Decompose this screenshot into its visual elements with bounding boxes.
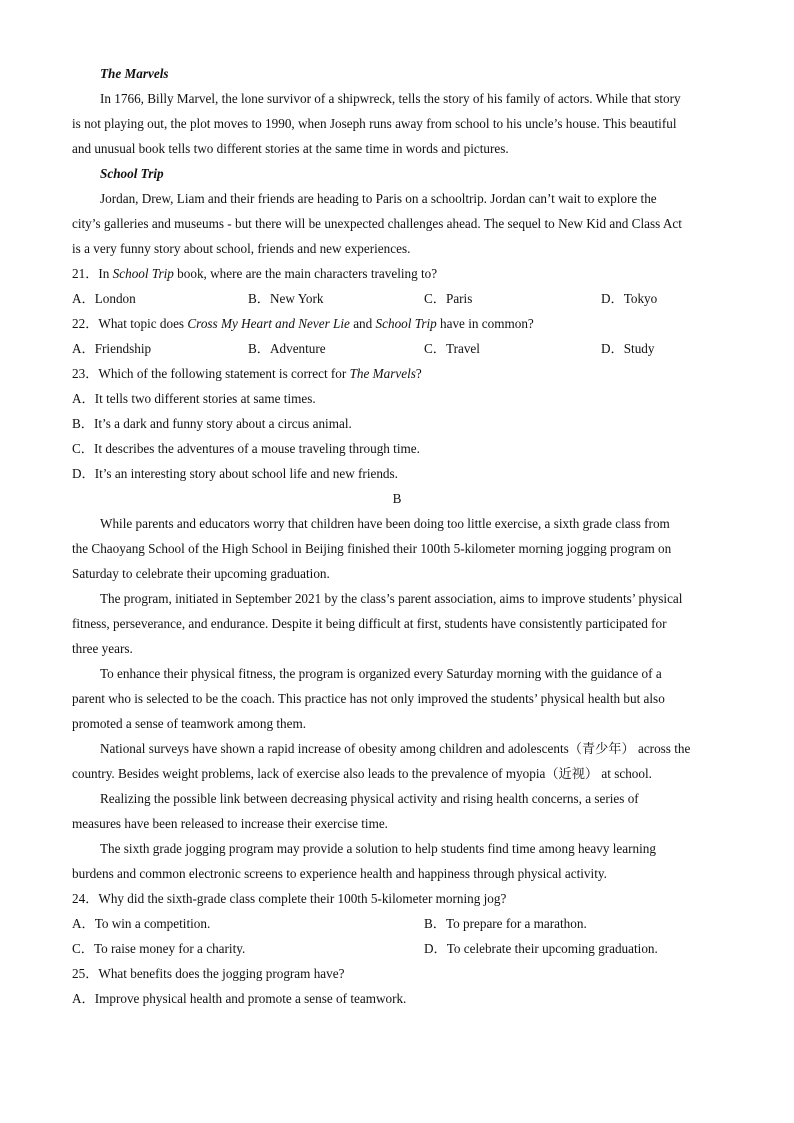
option-b[interactable]: B．Adventure [248,341,326,356]
option-d[interactable]: D．To celebrate their upcoming graduation. [424,941,658,956]
option-c[interactable]: C．It describes the adventures of a mouse traveling through time. [72,441,420,456]
option-c[interactable]: C．To raise money for a charity. [72,941,246,956]
paragraph-line: the Chaoyang School of the High School in Beijing finished their 100th 5-kilometer morning jogging program on [72,541,672,556]
paragraph-line: is a very funny story about school, friends and new experiences. [72,241,411,256]
book-title-ref: School Trip [112,266,174,281]
question-text: book, where are the main characters traveling to? [173,266,438,281]
question-text: What topic does [98,316,188,331]
paragraph-line: Realizing the possible link between decreasing physical activity and rising health concerns, a series of [100,791,639,806]
question-23 [72,365,422,383]
option-d[interactable]: D．Study [601,341,655,356]
option-a[interactable]: A．Improve physical health and promote a sense of teamwork. [72,991,407,1006]
paragraph-line: To enhance their physical fitness, the program is organized every Saturday morning with the guidance of a [100,666,662,681]
book-title-school-trip: School Trip [100,166,164,181]
paragraph-line: In 1766, Billy Marvel, the lone survivor of a shipwreck, tells the story of his family of actors. While that story [100,91,681,106]
option-a[interactable]: A．To win a competition. [72,916,211,931]
option-d[interactable]: D．Tokyo [601,291,658,306]
paragraph-line: Saturday to celebrate their upcoming graduation. [72,566,330,581]
option-b[interactable]: B．To prepare for a marathon. [424,916,587,931]
paragraph-line: burdens and common electronic screens to experience health and happiness through physical activity. [72,866,607,881]
question-24: 24．Why did the sixth-grade class complete their 100th 5-kilometer morning jog? [72,891,507,906]
paragraph-line: fitness, perseverance, and endurance. Despite it being difficult at first, students have consistently participated for [72,616,667,631]
paragraph-line: parent who is selected to be the coach. This practice has not only improved the students’ physical health but also [72,691,665,706]
question-text: have in common? [436,316,534,331]
question-text: ? [415,366,422,381]
option-a[interactable]: A．It tells two different stories at same times. [72,391,316,406]
paragraph-line: Jordan, Drew, Liam and their friends are heading to Paris on a schooltrip. Jordan can’t wait to explore the [100,191,657,206]
paragraph-line: While parents and educators worry that children have been doing too little exercise, a sixth grade class from [100,516,670,531]
paragraph-line: and unusual book tells two different stories at the same time in words and pictures. [72,141,509,156]
paragraph-line: The program, initiated in September 2021 by the class’s parent association, aims to improve students’ physical [100,591,683,606]
paragraph-line: city’s galleries and museums - but there will be unexpected challenges ahead. The sequel to New Kid and Class Act [72,216,682,231]
option-d[interactable]: D．It’s an interesting story about school life and new friends. [72,466,398,481]
option-a[interactable]: A．London [72,291,136,306]
option-c[interactable]: C．Travel [424,341,480,356]
option-a[interactable]: A．Friendship [72,341,152,356]
book-title-ref: School Trip [375,316,437,331]
question-number: 23． [72,366,99,381]
option-b[interactable]: B．It’s a dark and funny story about a circus animal. [72,416,352,431]
book-title-ref: The Marvels [349,366,416,381]
question-number: 21． [72,266,99,281]
paragraph-line: National surveys have shown a rapid increase of obesity among children and adolescents（青少年） across the [100,741,691,756]
question-number: 22． [72,316,99,331]
paragraph-line: promoted a sense of teamwork among them. [72,716,307,731]
option-b[interactable]: B．New York [248,291,324,306]
option-c[interactable]: C．Paris [424,291,473,306]
question-text: Which of the following statement is correct for [98,366,350,381]
question-22 [72,315,534,333]
question-25: 25．What benefits does the jogging program have? [72,966,345,981]
question-21 [72,265,437,283]
question-text: and [349,316,376,331]
question-text: In [98,266,113,281]
book-title-ref: Cross My Heart and Never Lie [187,316,350,331]
paragraph-line: is not playing out, the plot moves to 1990, when Joseph runs away from school to his uncle’s house. This beautiful [72,116,677,131]
paragraph-line: measures have been released to increase their exercise time. [72,816,388,831]
book-title-the-marvels: The Marvels [100,66,169,81]
paragraph-line: three years. [72,641,133,656]
paragraph-line: The sixth grade jogging program may provide a solution to help students find time among heavy learning [100,841,656,856]
paragraph-line: country. Besides weight problems, lack of exercise also leads to the prevalence of myopia（近视） at school. [72,766,652,781]
section-heading-b: B [392,491,402,506]
